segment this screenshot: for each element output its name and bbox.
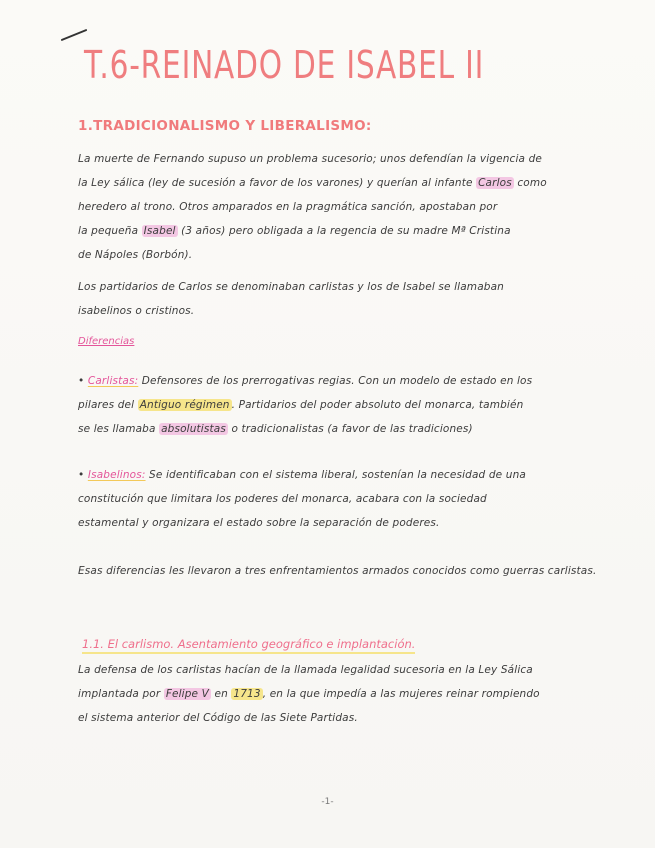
highlight-felipe: Felipe V [165, 688, 209, 700]
text-line: heredero al trono. Otros amparados en la pragmática sanción, apostaban por [78, 201, 498, 213]
paragraph-succession [78, 154, 578, 274]
differences-label: Diferencias [78, 336, 135, 347]
text: implantada por [78, 688, 164, 700]
highlight-absolutistas: absolutistas [161, 423, 226, 435]
text: se les llamaba [78, 423, 160, 435]
text-line: Esas diferencias les llevaron a tres enfrentamientos armados conocidos como guerras carlistas. [78, 565, 597, 577]
highlight-isabel: Isabel [143, 225, 176, 237]
bullet-isabelinos [78, 470, 578, 542]
term-isabelinos: Isabelinos: [87, 469, 146, 481]
text-line: Los partidarios de Carlos se denominaban carlistas y los de Isabel se llamaban [78, 281, 504, 293]
text-line: isabelinos o cristinos. [78, 305, 195, 317]
page-title: T.6-REINADO DE ISABEL II [84, 43, 485, 87]
term-carlistas: Carlistas: [87, 375, 139, 387]
text: o tradicionalistas (a favor de las tradiciones) [227, 423, 473, 435]
highlight-year: 1713 [233, 688, 261, 700]
bullet-carlistas [78, 376, 578, 448]
text: , en la que impedía a las mujeres reinar rompiendo [262, 688, 540, 700]
text-line: • Carlistas: Defensores de los prerrogativas regias. Con un modelo de estado en los [78, 375, 533, 387]
text: como [513, 177, 547, 189]
text: Defensores de los prerrogativas regias. Con un modelo de estado en los [138, 375, 533, 387]
text-line: de Nápoles (Borbón). [78, 249, 193, 261]
text: la pequeña [78, 225, 142, 237]
text: la Ley [78, 177, 114, 189]
text-line: • Isabelinos: Se identificaban con el sistema liberal, sostenían la necesidad de una [78, 469, 526, 481]
text-line [78, 178, 578, 202]
text-line [78, 689, 578, 713]
text-line: constitución que limitara los poderes del monarca, acabara con la sociedad [78, 493, 487, 505]
text: y querían al infante [363, 177, 477, 189]
text-line [78, 424, 578, 448]
highlight-antiguo-regimen: Antiguo régimen [139, 399, 230, 411]
highlight-carlos: Carlos [478, 177, 512, 189]
text-line: el sistema anterior del Código de las Siete Partidas. [78, 712, 358, 724]
text-line: estamental y organizara el estado sobre la separación de poderes. [78, 517, 440, 529]
paragraph-carlism [78, 665, 578, 737]
page-number: -1- [321, 797, 334, 807]
text: . Partidarios del poder absoluto del monarca, también [231, 399, 524, 411]
text: sálica (ley de sucesión a favor de los varones) [113, 177, 364, 189]
pen-stroke [61, 29, 88, 41]
text-line: La defensa de los carlistas hacían de la llamada legalidad sucesoria en la Ley Sálica [78, 664, 533, 676]
subsection-heading: 1.1. El carlismo. Asentamiento geográfico e implantación. [82, 637, 415, 654]
text: (3 años) pero obligada a la regencia de su madre Mª Cristina [177, 225, 511, 237]
text: Se identificaban con el sistema liberal, sostenían la necesidad de una [145, 469, 526, 481]
paragraph-partisans [78, 282, 578, 330]
paragraph-wars [78, 565, 597, 590]
text-line [78, 226, 578, 250]
text: en [211, 688, 232, 700]
section-heading: 1.TRADICIONALISMO Y LIBERALISMO: [78, 118, 372, 134]
text-line: La muerte de Fernando supuso un problema sucesorio; unos defendían la vigencia de [78, 153, 543, 165]
text: pilares del [78, 399, 138, 411]
text-line [78, 400, 578, 424]
